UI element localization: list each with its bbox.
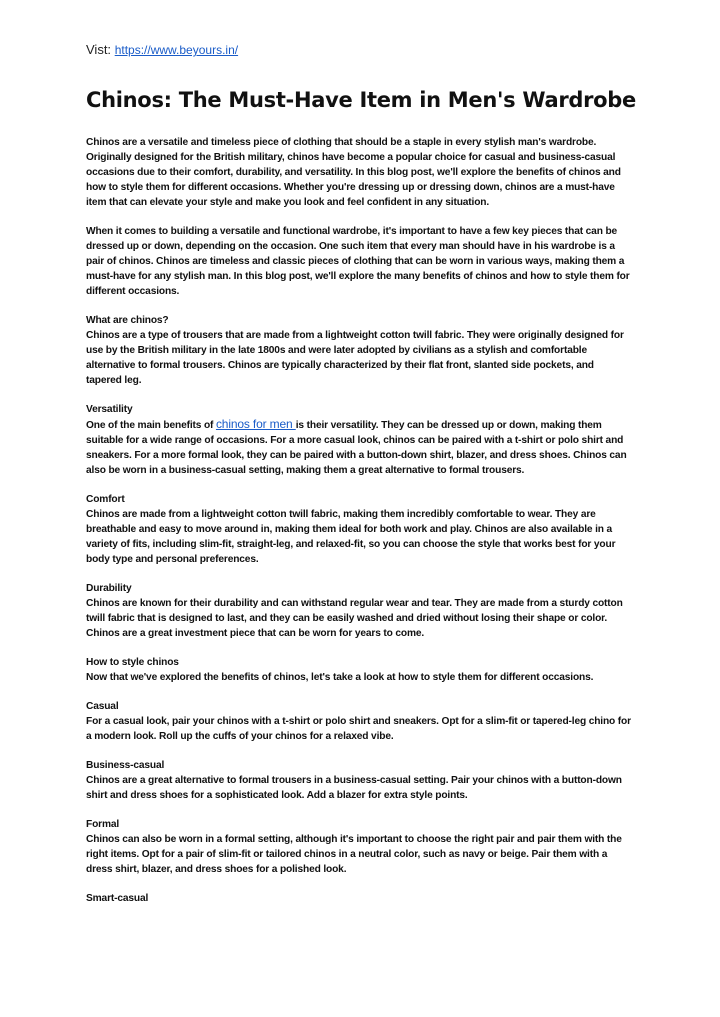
- chinos-for-men-link[interactable]: chinos for men: [215, 417, 296, 431]
- website-link[interactable]: https://www.beyours.in/: [114, 43, 239, 57]
- section-body-comfort: Chinos are made from a lightweight cotton twill fabric, making them incredibly comfortable to wear. They are breathable and easy to move around in, making them ideal for both work and play. Chinos are also available in a variety of fits, including slim-fit, straight-leg, and relaxed-fit, so you can choose the style that works best for your body type and personal preferences.: [86, 509, 616, 565]
- section-body-durability: Chinos are known for their durability and can withstand regular wear and tear. They are made from a sturdy cotton twill fabric that is designed to last, and they can be easily washed and dried without losing their shape or color. Chinos are a great investment piece that can be worn for years to come.: [86, 598, 623, 639]
- section-heading-business-casual: Business-casual: [86, 760, 165, 771]
- section-heading-versatility: Versatility: [86, 404, 133, 415]
- visit-label: Vist:: [86, 42, 112, 57]
- versatility-text-start: One of the main benefits of: [86, 420, 216, 431]
- intro-paragraph-2: When it comes to building a versatile and functional wardrobe, it's important to have a few key pieces that can be dressed up or down, depending on the occasion. One such item that every man should have in his wardrobe is a pair of chinos. Chinos are timeless and classic pieces of clothing that can be worn in various ways, making them a must-have for any stylish man. In this blog post, we'll explore the many benefits of chinos and how to style them for different occasions.: [86, 226, 630, 297]
- section-heading-how-to-style: How to style chinos: [86, 657, 179, 668]
- section-heading-casual: Casual: [86, 701, 119, 712]
- section-body-versatility: [86, 417, 631, 478]
- section-body-how-to-style: Now that we've explored the benefits of chinos, let's take a look at how to style them for different occasions.: [86, 672, 594, 683]
- section-heading-comfort: Comfort: [86, 494, 125, 505]
- visit-line: [86, 42, 238, 57]
- section-body-business-casual: Chinos are a great alternative to formal trousers in a business-casual setting. Pair your chinos with a button-down shirt and dress shoes for a sophisticated look. Add a blazer for extra style points.: [86, 775, 622, 801]
- section-heading-formal: Formal: [86, 819, 120, 830]
- section-heading-smart-casual: Smart-casual: [86, 893, 149, 904]
- section-heading-what-are-chinos: What are chinos?: [86, 315, 169, 326]
- article-body: [86, 135, 631, 906]
- section-body-casual: For a casual look, pair your chinos with a t-shirt or polo shirt and sneakers. Opt for a slim-fit or tapered-leg chino for a modern look. Roll up the cuffs of your chinos for a relaxed vibe.: [86, 716, 631, 742]
- section-heading-durability: Durability: [86, 583, 132, 594]
- section-body-what-are-chinos: Chinos are a type of trousers that are made from a lightweight cotton twill fabric. They were originally designed for use by the British military in the late 1800s and were later adopted by civilians as a stylish and comfortable alternative to formal trousers. Chinos are typically characterized by their flat front, slanted side pockets, and tapered leg.: [86, 330, 624, 386]
- section-body-formal: Chinos can also be worn in a formal setting, although it's important to choose the right pair and pair them with the right items. Opt for a pair of slim-fit or tailored chinos in a neutral color, such as navy or beige. Pair them with a dress shirt, blazer, and dress shoes for a polished look.: [86, 834, 622, 875]
- intro-paragraph-1: Chinos are a versatile and timeless piece of clothing that should be a staple in every stylish man's wardrobe. Originally designed for the British military, chinos have become a popular choice for casual and business-casual occasions due to their comfort, durability, and versatility. In this blog post, we'll explore the benefits of chinos and how to style them for different occasions. Whether you're dressing up or dressing down, chinos are a must-have item that can elevate your style and make you look and feel confident in any situation.: [86, 137, 621, 208]
- versatility-text-end: is their versatility. They can be dressed up or down, making them suitable for a wide range of occasions. For a more casual look, chinos can be paired with a t-shirt or polo shirt and sneakers. For a more formal look, they can be paired with a button-down shirt, blazer, and dress shoes. Chinos can also be worn in a business-casual setting, making them a great alternative to formal trousers.: [86, 420, 627, 476]
- page-title: Chinos: The Must-Have Item in Men's Wardrobe: [86, 88, 636, 112]
